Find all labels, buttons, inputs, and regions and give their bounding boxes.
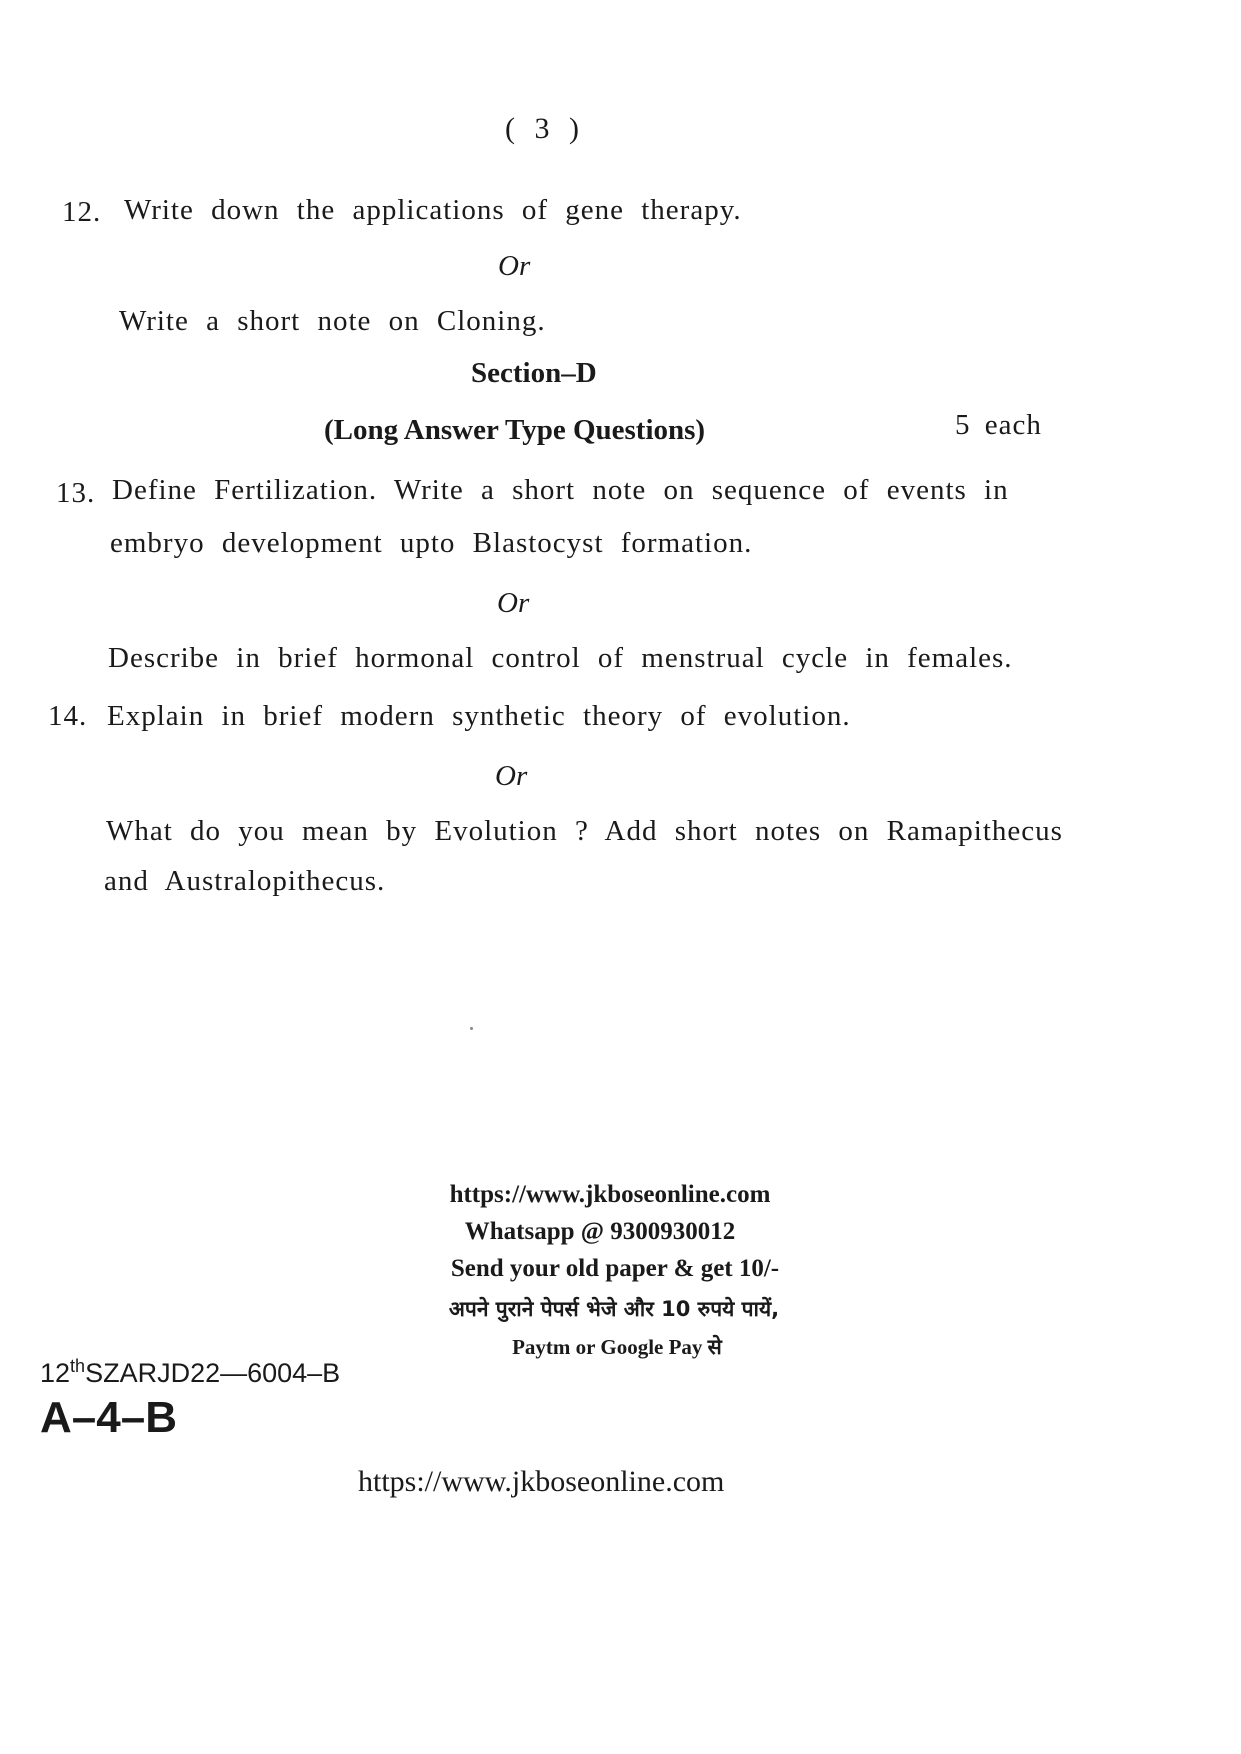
paper-code-prefix: 12 [40, 1358, 71, 1388]
question-number: 12. [62, 196, 102, 228]
question-alternative: What do you mean by Evolution ? Add short notes on Ramapithecus [106, 815, 1063, 847]
section-title: Section–D [471, 357, 597, 389]
or-separator: Or [495, 760, 528, 792]
scan-speck [470, 1027, 473, 1030]
page-number: ( 3 ) [505, 112, 585, 145]
section-subtitle: (Long Answer Type Questions) [324, 414, 706, 446]
promo-whatsapp: Whatsapp @ 9300930012 [464, 1218, 736, 1245]
paper-code-rest: SZARJD22—6004–B [85, 1358, 341, 1388]
footer-url[interactable]: https://www.jkboseonline.com [358, 1465, 725, 1498]
question-text: Write down the applications of gene therapy. [124, 194, 742, 226]
question-alternative: Describe in brief hormonal control of menstrual cycle in females. [108, 642, 1013, 674]
section-marks: 5 each [955, 409, 1042, 441]
question-text: Define Fertilization. Write a short note on sequence of events in [112, 474, 1009, 506]
question-alternative-continued: and Australopithecus. [104, 865, 386, 897]
promo-payment: Paytm or Google Pay से [512, 1335, 722, 1359]
paper-code-sup: th [70, 1356, 86, 1376]
or-separator: Or [497, 587, 530, 619]
paper-code [40, 1356, 340, 1389]
promo-offer: Send your old paper & get 10/- [450, 1255, 780, 1282]
question-alternative: Write a short note on Cloning. [119, 305, 546, 337]
promo-url: https://www.jkboseonline.com [449, 1181, 771, 1208]
paper-code-large: A–4–B [40, 1393, 177, 1442]
question-text-continued: embryo development upto Blastocyst formation. [110, 527, 753, 559]
promo-hindi: अपने पुराने पेपर्स भेजे और 10 रुपये पायें, [448, 1297, 780, 1321]
question-text: Explain in brief modern synthetic theory of evolution. [107, 700, 851, 732]
or-separator: Or [498, 250, 531, 282]
question-number: 14. [48, 700, 88, 732]
question-number: 13. [56, 477, 96, 509]
